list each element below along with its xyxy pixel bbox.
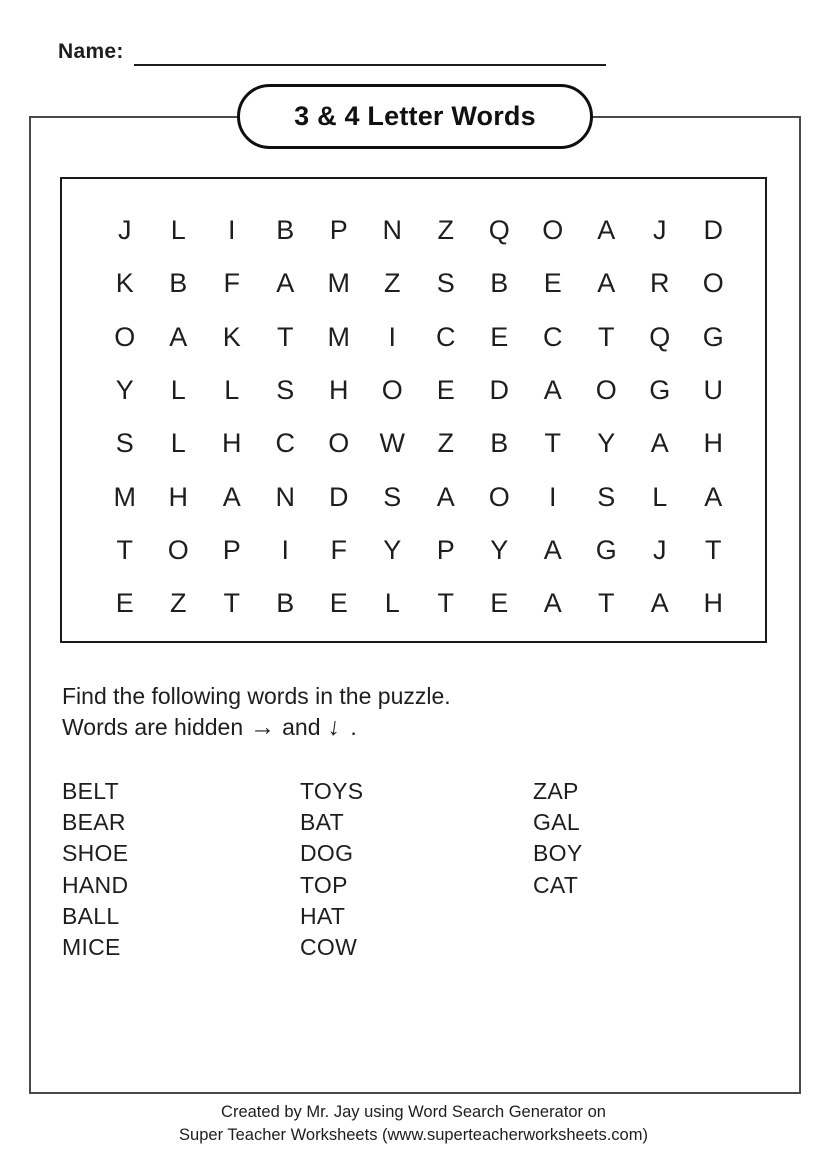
grid-letter: J bbox=[118, 215, 132, 246]
grid-letter: G bbox=[649, 375, 671, 406]
grid-letter: I bbox=[388, 321, 396, 352]
grid-letter: T bbox=[277, 321, 294, 352]
grid-letter: N bbox=[275, 481, 295, 512]
grid-letter: O bbox=[595, 375, 617, 406]
grid-letter: N bbox=[382, 215, 402, 246]
grid-letter: G bbox=[702, 321, 724, 352]
grid-letter: H bbox=[329, 375, 349, 406]
word-item: CAT bbox=[533, 871, 579, 898]
grid-letter: A bbox=[704, 481, 723, 512]
grid-letter: E bbox=[490, 588, 509, 619]
grid-letter: E bbox=[490, 321, 509, 352]
grid-letter: D bbox=[329, 481, 349, 512]
grid-letter: Z bbox=[384, 268, 401, 299]
word-search-grid[interactable] bbox=[98, 204, 740, 630]
grid-letter: O bbox=[167, 534, 189, 565]
word-item: SHOE bbox=[62, 840, 129, 867]
grid-letter: I bbox=[227, 215, 236, 246]
grid-letter: T bbox=[598, 588, 615, 619]
grid-letter: L bbox=[170, 215, 186, 246]
grid-letter: Y bbox=[490, 534, 509, 565]
grid-letter: A bbox=[597, 268, 616, 299]
word-item: TOP bbox=[300, 871, 348, 898]
name-blank-line[interactable] bbox=[134, 44, 606, 66]
grid-letter: T bbox=[598, 321, 615, 352]
grid-letter: Y bbox=[597, 428, 616, 459]
grid-letter: L bbox=[652, 481, 668, 512]
word-item: MICE bbox=[62, 934, 121, 961]
grid-letter: A bbox=[543, 534, 562, 565]
grid-letter: D bbox=[489, 375, 509, 406]
instructions-line2 bbox=[62, 712, 451, 743]
word-item: BELT bbox=[62, 778, 120, 804]
word-item: BAT bbox=[300, 809, 344, 836]
grid-letter: O bbox=[488, 481, 510, 512]
grid-letter: E bbox=[115, 588, 134, 619]
grid-letter: S bbox=[597, 481, 616, 512]
grid-letter: Y bbox=[383, 534, 402, 565]
word-list-column bbox=[300, 776, 363, 963]
instructions-line1: Find the following words in the puzzle. bbox=[62, 683, 451, 709]
title-pill bbox=[237, 84, 593, 149]
grid-letter: S bbox=[383, 481, 402, 512]
grid-letter: J bbox=[653, 215, 667, 246]
grid-letter: T bbox=[223, 588, 240, 619]
grid-letter: S bbox=[115, 428, 134, 459]
grid-letter: O bbox=[381, 375, 403, 406]
grid-letter: L bbox=[170, 375, 186, 406]
grid-letter: B bbox=[276, 215, 295, 246]
grid-letter: Y bbox=[115, 375, 134, 406]
down-arrow-icon: ↓ bbox=[325, 712, 342, 742]
grid-letter: A bbox=[650, 588, 669, 619]
grid-letter: A bbox=[597, 215, 616, 246]
grid-letter: M bbox=[113, 481, 136, 512]
grid-letter: C bbox=[543, 321, 563, 352]
word-item: BOY bbox=[533, 840, 583, 867]
grid-letter: H bbox=[168, 481, 188, 512]
grid-letter: Z bbox=[170, 588, 187, 619]
word-list-column bbox=[533, 776, 582, 901]
grid-letter: T bbox=[116, 534, 133, 565]
grid-letter: L bbox=[224, 375, 240, 406]
grid-letter: P bbox=[436, 534, 455, 565]
grid-letter: U bbox=[703, 375, 723, 406]
footer-line2: Super Teacher Worksheets (www.superteacherworksheets.com) bbox=[179, 1126, 648, 1144]
word-item: ZAP bbox=[533, 778, 579, 804]
page-title: 3 & 4 Letter Words bbox=[294, 101, 536, 131]
grid-letter: B bbox=[276, 588, 295, 619]
word-item: HAT bbox=[300, 902, 346, 929]
grid-letter: O bbox=[702, 268, 724, 299]
grid-letter: R bbox=[650, 268, 670, 299]
grid-letter: M bbox=[327, 268, 350, 299]
grid-letter: T bbox=[705, 534, 722, 565]
grid-letter: M bbox=[327, 321, 350, 352]
grid-letter: H bbox=[703, 428, 723, 459]
footer-credit bbox=[0, 1101, 827, 1147]
grid-letter: B bbox=[490, 268, 509, 299]
grid-letter: C bbox=[436, 321, 456, 352]
grid-letter: O bbox=[542, 215, 564, 246]
grid-letter: A bbox=[436, 481, 455, 512]
grid-letter: E bbox=[329, 588, 348, 619]
grid-letter: H bbox=[222, 428, 242, 459]
puzzle-grid-box bbox=[60, 177, 767, 643]
grid-letter: C bbox=[275, 428, 295, 459]
grid-letter: I bbox=[548, 481, 557, 512]
grid-letter: A bbox=[650, 428, 669, 459]
grid-letter: E bbox=[436, 375, 455, 406]
grid-letter: J bbox=[653, 534, 667, 565]
grid-letter: T bbox=[544, 428, 561, 459]
grid-letter: K bbox=[115, 268, 134, 299]
grid-letter: P bbox=[329, 215, 348, 246]
grid-letter: B bbox=[169, 268, 188, 299]
name-label: Name: bbox=[58, 40, 124, 63]
word-item: DOG bbox=[300, 840, 354, 867]
grid-letter: A bbox=[169, 321, 188, 352]
word-item: BEAR bbox=[62, 809, 126, 836]
word-list-column bbox=[62, 776, 128, 963]
grid-letter: Z bbox=[437, 215, 454, 246]
grid-letter: W bbox=[379, 428, 405, 459]
grid-letter: I bbox=[281, 534, 289, 565]
grid-letter: K bbox=[222, 321, 241, 352]
word-item: COW bbox=[300, 934, 358, 961]
right-arrow-icon: → bbox=[250, 713, 276, 741]
word-item: HAND bbox=[62, 871, 129, 898]
word-list bbox=[62, 776, 767, 976]
grid-letter: H bbox=[703, 588, 723, 619]
grid-letter: O bbox=[114, 321, 136, 352]
grid-letter: T bbox=[437, 588, 454, 619]
grid-letter: Q bbox=[649, 321, 671, 352]
word-item: TOYS bbox=[300, 778, 364, 804]
word-item: BALL bbox=[62, 902, 120, 929]
grid-letter: O bbox=[328, 428, 350, 459]
instructions-line2-text: Words are hidden bbox=[62, 714, 244, 740]
grid-letter: S bbox=[276, 375, 295, 406]
grid-letter: A bbox=[543, 588, 562, 619]
grid-letter: E bbox=[543, 268, 562, 299]
name-row bbox=[58, 40, 606, 66]
grid-letter: A bbox=[222, 481, 241, 512]
grid-letter: D bbox=[703, 215, 723, 246]
grid-letter: Z bbox=[437, 428, 454, 459]
instructions-and-text: and bbox=[282, 714, 321, 740]
grid-letter: L bbox=[384, 588, 400, 619]
grid-letter: F bbox=[223, 268, 240, 299]
grid-letter: F bbox=[330, 534, 347, 565]
grid-letter: P bbox=[222, 534, 241, 565]
grid-letter: A bbox=[276, 268, 295, 299]
grid-letter: Q bbox=[488, 215, 510, 246]
grid-letter: A bbox=[543, 375, 562, 406]
instructions bbox=[62, 681, 451, 743]
grid-letter: B bbox=[490, 428, 509, 459]
grid-letter: S bbox=[436, 268, 455, 299]
grid-letter: L bbox=[170, 428, 186, 459]
instructions-period: . bbox=[350, 714, 357, 740]
grid-letter: G bbox=[595, 534, 617, 565]
footer-line1: Created by Mr. Jay using Word Search Generator on bbox=[221, 1103, 606, 1121]
word-item: GAL bbox=[533, 809, 580, 836]
